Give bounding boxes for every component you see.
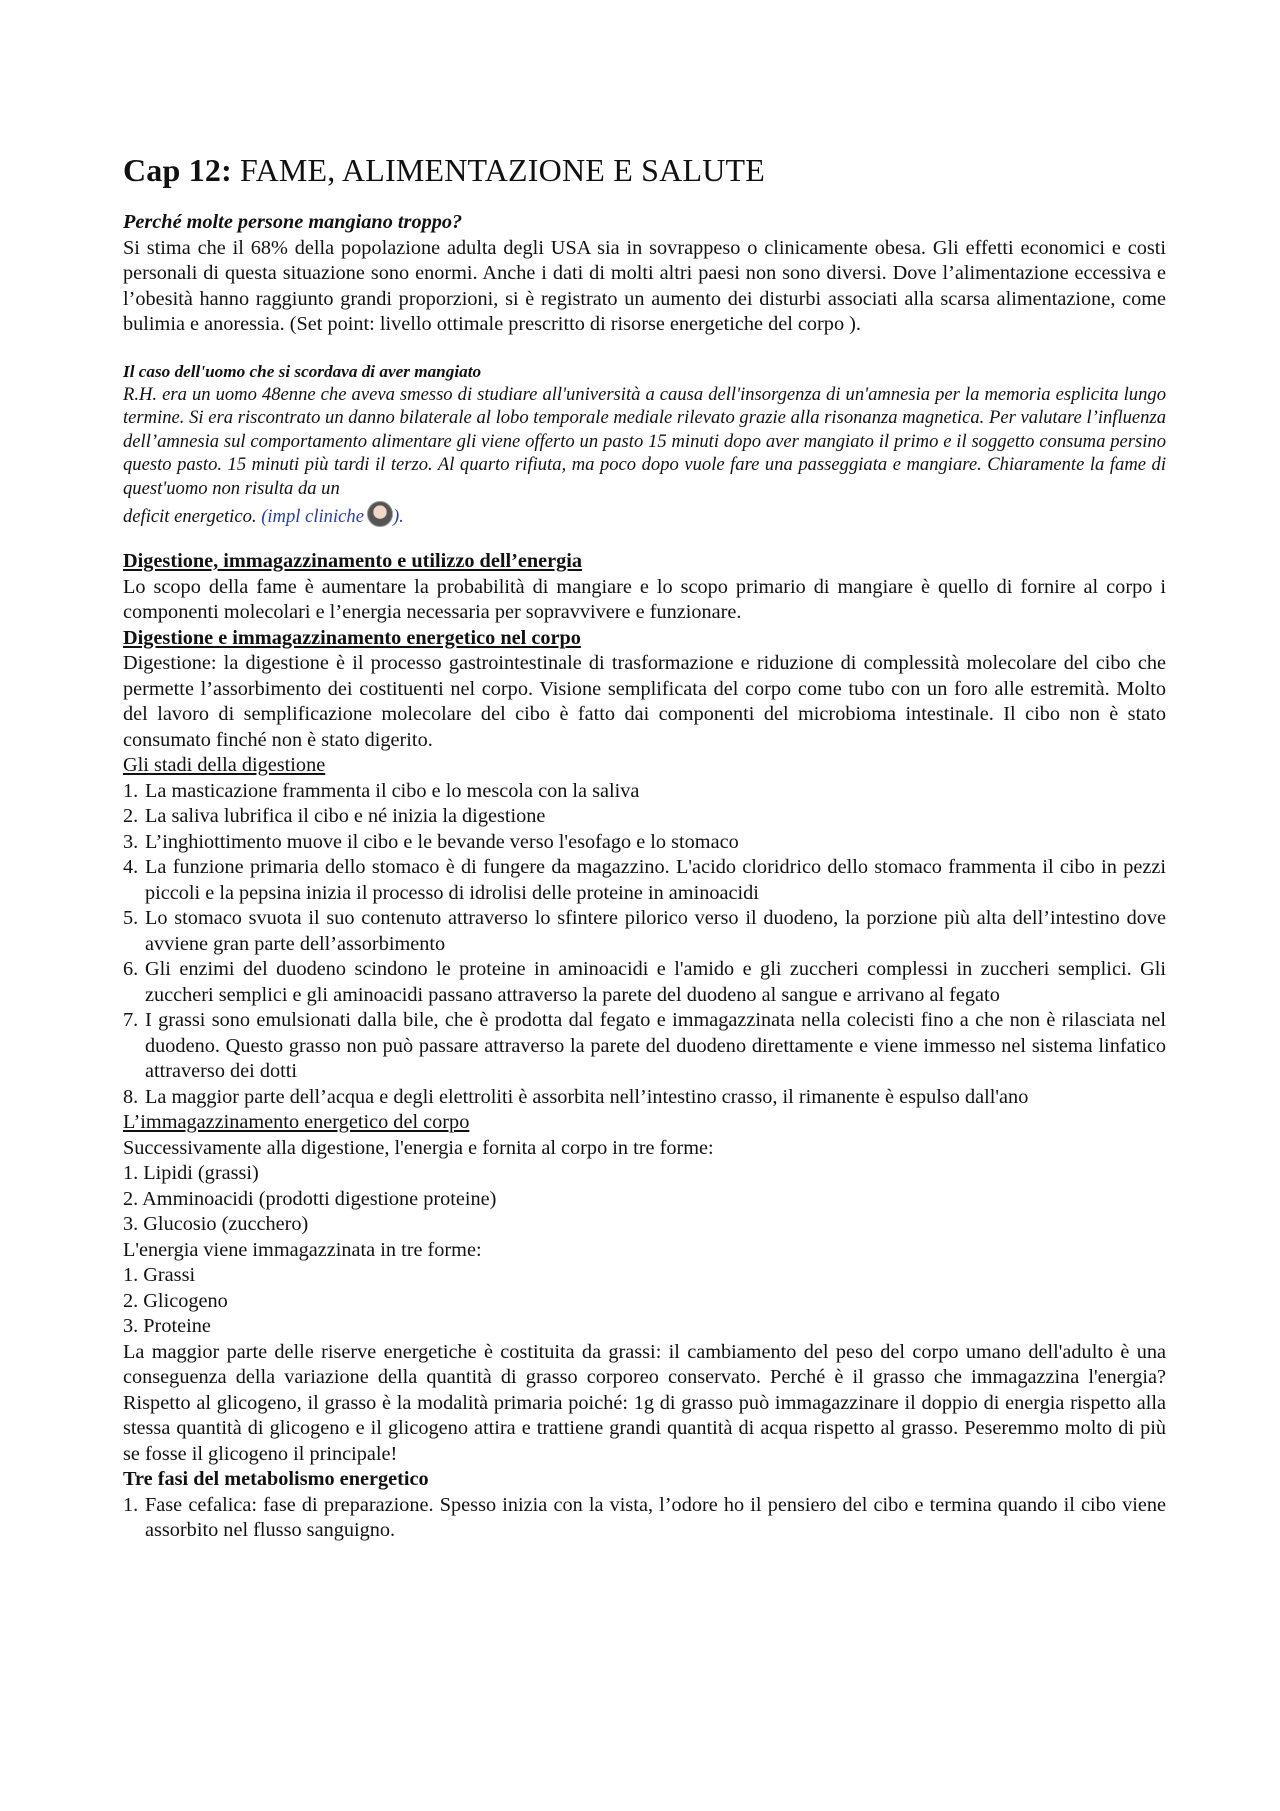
page-title bbox=[123, 150, 1166, 190]
storage-intro: Successivamente alla digestione, l'energia e fornita al corpo in tre forme: bbox=[123, 1136, 714, 1159]
avatar-icon bbox=[367, 501, 393, 527]
storage-section bbox=[123, 1110, 1166, 1467]
digestion-section bbox=[123, 549, 1166, 1110]
list-item: 2. Glicogeno bbox=[123, 1289, 228, 1312]
digestion-paragraph: Lo scopo della fame è aumentare la probabilità di mangiare e lo scopo primario di mangiare è quello di fornire al corpo i componenti molecolari e l’energia necessaria per sopravvivere e funzionare. bbox=[123, 575, 1166, 623]
list-item: 2. Amminoacidi (prodotti digestione proteine) bbox=[123, 1187, 497, 1210]
list-number: 5. bbox=[123, 907, 139, 929]
clinical-implications-link[interactable] bbox=[261, 506, 404, 527]
phases-list bbox=[123, 1493, 1166, 1544]
list-text: La funzione primaria dello stomaco è di fungere da magazzino. L'acido cloridrico dello stomaco frammenta il cibo in pezzi piccoli e la pepsina inizia il processo di idrolisi delle proteine in aminoacidi bbox=[145, 856, 1166, 904]
storage-heading: L’immagazzinamento energetico del corpo bbox=[123, 1111, 470, 1133]
list-item bbox=[123, 906, 1166, 957]
storage-forms-list bbox=[123, 1263, 1166, 1340]
list-item: 3. Proteine bbox=[123, 1315, 211, 1337]
list-text: Gli enzimi del duodeno scindono le proteine in aminoacidi e l'amido e gli zuccheri complessi in zuccheri semplici. Gli zuccheri semplici e gli aminoacidi passano attraverso la parete del duodeno al sangue e arrivano al fegato bbox=[145, 958, 1166, 1006]
intro-section bbox=[123, 210, 1166, 338]
list-item bbox=[123, 1085, 1166, 1111]
list-number: 8. bbox=[123, 1085, 139, 1108]
list-number: 2. bbox=[123, 805, 139, 827]
document-page bbox=[123, 150, 1166, 1544]
list-number: 1. bbox=[123, 779, 139, 802]
chapter-number: Cap 12: bbox=[123, 152, 232, 188]
list-number: 6. bbox=[123, 958, 139, 980]
energy-forms-list bbox=[123, 1161, 1166, 1238]
intro-heading: Perché molte persone mangiano troppo? bbox=[123, 211, 463, 233]
case-study-section bbox=[123, 361, 1166, 535]
list-text: L’inghiottimento muove il cibo e le bevande verso l'esofago e lo stomaco bbox=[145, 830, 739, 853]
case-study-last-line bbox=[123, 500, 1166, 534]
list-number: 7. bbox=[123, 1009, 139, 1031]
clinical-implications-label: (impl cliniche bbox=[261, 506, 364, 527]
list-text: La maggior parte dell’acqua e degli elettroliti è assorbita nell’intestino crasso, il rimanente è espulso dall'ano bbox=[145, 1085, 1029, 1108]
case-study-heading: Il caso dell'uomo che si scordava di aver mangiato bbox=[123, 361, 482, 381]
list-item bbox=[123, 830, 1166, 856]
list-item bbox=[123, 804, 1166, 830]
list-item bbox=[123, 779, 1166, 805]
list-item: 1. Lipidi (grassi) bbox=[123, 1162, 259, 1184]
list-item bbox=[123, 957, 1166, 1008]
case-study-paragraph: R.H. era un uomo 48enne che aveva smesso di studiare all'università a causa dell'insorgenza di un'amnesia per la memoria esplicita lungo termine. Si era riscontrato un danno bilaterale al lobo temporale mediale rilevato grazie alla risonanza magnetica. Per valutare l’influenza dell’amnesia sul comportamento alimentare gli viene offerto un pasto 15 minuti dopo aver mangiato il primo e il soggetto consuma persino questo pasto. 15 minuti più tardi il terzo. Al quarto rifiuta, ma poco dopo vuole fare una passeggiata e mangiare. Chiaramente la fame di quest'uomo non risulta da un bbox=[123, 383, 1166, 499]
list-item bbox=[123, 1008, 1166, 1085]
storage-paragraph: La maggior parte delle riserve energetiche è costituita da grassi: il cambiamento del peso del corpo umano dell'adulto è una conseguenza della variazione della quantità di grasso corporeo conservato. Perché è il grasso che immagazzina l'energia? Rispetto al glicogeno, il grasso è la modalità primaria poiché: 1g di grasso può immagazzinare il doppio di energia rispetto alla stessa quantità di glicogeno e il glicogeno attira e trattiene grandi quantità di acqua rispetto al grasso. Peseremmo molto di più se fosse il glicogeno il principale! bbox=[123, 1340, 1166, 1465]
digestion-subheading: Digestione e immagazzinamento energetico nel corpo bbox=[123, 626, 581, 649]
list-text: Fase cefalica: fase di preparazione. Spesso inizia con la vista, l’odore ho il pensiero del cibo e termina quando il cibo viene assorbito nel flusso sanguigno. bbox=[145, 1493, 1166, 1541]
list-text: Lo stomaco svuota il suo contenuto attraverso lo sfintere pilorico verso il duodeno, la porzione più alta dell’intestino dove avviene gran parte dell’assorbimento bbox=[145, 907, 1166, 955]
list-item bbox=[123, 1493, 1166, 1544]
list-item: 3. Glucosio (zucchero) bbox=[123, 1213, 309, 1235]
phases-section bbox=[123, 1467, 1166, 1544]
clinical-implications-end: ). bbox=[392, 506, 404, 527]
list-text: La masticazione frammenta il cibo e lo mescola con la saliva bbox=[145, 779, 640, 802]
stages-list bbox=[123, 779, 1166, 1111]
stages-heading: Gli stadi della digestione bbox=[123, 754, 326, 776]
list-number: 4. bbox=[123, 856, 139, 878]
list-number: 3. bbox=[123, 830, 139, 853]
digestion-sub-paragraph: Digestione: la digestione è il processo gastrointestinale di trasformazione e riduzione di complessità molecolare del cibo che permette l’assorbimento dei costituenti nel corpo. Visione semplificata del corpo come tubo con un foro alle estremità. Molto del lavoro di semplificazione molecolare del cibo è fatto dai componenti del microbioma intestinale. Il cibo non è stato consumato finché non è stato digerito. bbox=[123, 652, 1166, 751]
case-study-ending: deficit energetico. bbox=[123, 506, 257, 527]
storage-intro-2: L'energia viene immagazzinata in tre forme: bbox=[123, 1238, 482, 1261]
list-item bbox=[123, 855, 1166, 906]
list-text: La saliva lubrifica il cibo e né inizia la digestione bbox=[145, 805, 546, 827]
digestion-heading: Digestione, immagazzinamento e utilizzo dell’energia bbox=[123, 550, 583, 572]
list-item: 1. Grassi bbox=[123, 1264, 196, 1286]
list-number: 1. bbox=[123, 1493, 139, 1516]
list-text: I grassi sono emulsionati dalla bile, che è prodotta dal fegato e immagazzinata nella colecisti fino a che non è rilasciata nel duodeno. Questo grasso non può passare attraverso la parete del duodeno direttamente e viene immesso nel sistema linfatico attraverso dei dotti bbox=[145, 1009, 1166, 1082]
chapter-title: FAME, ALIMENTAZIONE E SALUTE bbox=[239, 152, 766, 188]
intro-paragraph: Si stima che il 68% della popolazione adulta degli USA sia in sovrappeso o clinicamente obesa. Gli effetti economici e costi personali di questa situazione sono enormi. Anche i dati di molti altri paesi non sono diversi. Dove l’alimentazione eccessiva e l’obesità hanno raggiunto grandi proporzioni, si è registrato un aumento dei disturbi associati alla scarsa alimentazione, come bulimia e anoressia. (Set point: livello ottimale prescritto di risorse energetiche del corpo ). bbox=[123, 236, 1166, 335]
phases-heading: Tre fasi del metabolismo energetico bbox=[123, 1468, 429, 1490]
